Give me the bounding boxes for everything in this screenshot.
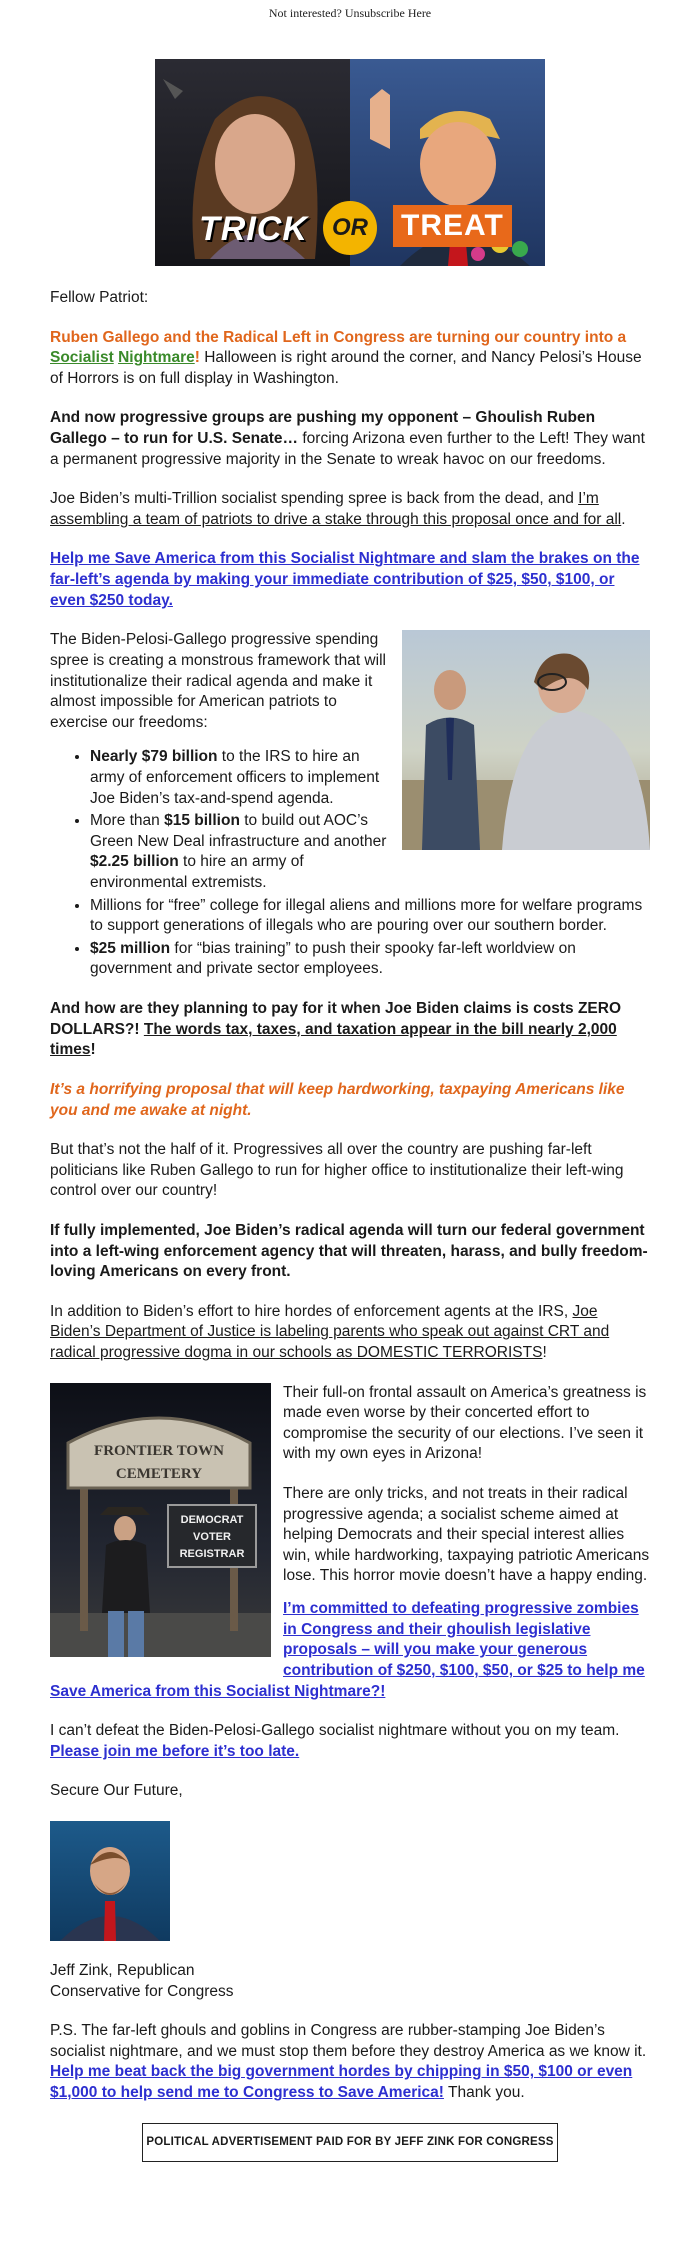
paragraph-join [50, 1721, 650, 1762]
ps-end: Thank you. [443, 2084, 525, 2101]
join-link[interactable]: Please join me before it’s too late. [50, 1742, 300, 1760]
tax-count-underlined: The words tax, taxes, and taxation appear in the bill nearly 2,000 times [50, 1020, 617, 1059]
paragraph-senate [50, 408, 650, 470]
donate-link-ps[interactable]: Help me beat back the big government hordes by chipping in $50, $100 or even $1,000 to help send me to Congress to Save America! [50, 2063, 633, 2101]
cemetery-photo [50, 1383, 271, 1657]
join-text: I can’t defeat the Biden-Pelosi-Gallego socialist nightmare without you on my team. [50, 1722, 620, 1740]
senate-rest: forcing Arizona even further to the Left! They want a permanent progressive majority in the Senate to wreak havoc on our freedoms. [50, 430, 645, 468]
signature-name: Jeff Zink, Republican [50, 1961, 195, 1979]
or-badge: OR [323, 201, 377, 255]
paragraph-doj [50, 1302, 650, 1364]
paragraph-framework: The Biden-Pelosi-Gallego progressive spending spree is creating a monstrous framework that will institutionalize their radical agenda and make it almost impossible for American patriots to exercise our freedoms: [50, 631, 386, 731]
paragraph-implemented: If fully implemented, Joe Biden’s radical agenda will turn our federal government into a left-wing enforcement agency that will threaten, harass, and bully freedom-loving Americans on every front. [50, 1221, 648, 1281]
hero-trick-or-treat-image [155, 59, 545, 266]
email-body [50, 266, 650, 2104]
irs-amount: Nearly $79 billion [90, 748, 218, 766]
paragraph-horrifying: It’s a horrifying proposal that will keep hardworking, taxpaying Americans like you and me awake at night. [50, 1080, 625, 1119]
paragraph-ps [50, 2021, 650, 2103]
board-line-2: VOTER [193, 1530, 231, 1543]
nightmare-link[interactable]: Nightmare [118, 349, 195, 367]
headshot-figure [50, 1821, 170, 1941]
gnd-text-b: to build out AOC’s Green New Deal infrastructure and another [90, 812, 387, 850]
sign-line-2: CEMETERY [115, 1465, 203, 1482]
zero-dollars-end: ! [90, 1041, 96, 1059]
donate-link-2[interactable]: I’m committed to defeating progressive zombies in Congress and their ghoulish legislative proposals – will you make your generous contribution of $250, $100, $50, or $25 to help me Save America from this Socialist Nightmare?! [50, 1600, 645, 1700]
board-line-1: DEMOCRAT [180, 1513, 244, 1526]
intro-rest: Halloween is right around the corner, and Nancy Pelosi’s House of Horrors is on full display in Washington. [50, 349, 642, 387]
doj-text: In addition to Biden’s effort to hire hordes of enforcement agents at the IRS, [50, 1302, 573, 1320]
board-line-3: REGISTRAR [179, 1547, 245, 1560]
paragraph-donate-1 [50, 549, 650, 611]
unsubscribe-bar [0, 0, 700, 28]
senate-bold: And now progressive groups are pushing my opponent – Ghoulish Ruben Gallego – to run for U.S. Senate… [50, 409, 596, 448]
jeff-zink-headshot [50, 1821, 170, 1941]
intro-exclaim: ! [194, 349, 200, 367]
doj-underlined: Joe Biden’s Department of Justice is labeling parents who speak out against CRT and radical progressive dogma in our schools as DOMESTIC TERRORISTS [50, 1302, 610, 1361]
closing: Secure Our Future, [50, 1782, 183, 1800]
sign-line-1: FRONTIER TOWN [94, 1442, 224, 1459]
spending-end: . [621, 510, 626, 528]
unsubscribe-link[interactable]: Not interested? Unsubscribe Here [268, 6, 432, 20]
paid-for-disclaimer: POLITICAL ADVERTISEMENT PAID FOR BY JEFF ZINK FOR CONGRESS [142, 2123, 558, 2162]
bias-text: for “bias training” to push their spooky far-left worldview on government and private sector employees. [90, 939, 576, 978]
gnd-amount: $15 billion [164, 812, 240, 830]
hero-left-panel [155, 59, 350, 266]
signature-block [50, 1961, 650, 2002]
paragraph-zero-dollars [50, 999, 650, 1061]
photo-figures [402, 630, 650, 850]
spending-text: Joe Biden’s multi-Trillion socialist spending spree is back from the dead, and [50, 490, 579, 508]
hero-right-panel [350, 59, 545, 266]
irs-text: to the IRS to hire an army of enforcement officers to implement Joe Biden’s tax-and-spend agenda. [90, 748, 380, 807]
paragraph-spending [50, 489, 650, 530]
env-amount: $2.25 billion [90, 853, 179, 871]
paragraph-elections: Their full-on frontal assault on America’s greatness is made even worse by their concerted effort to compromise the security of our elections. I’ve seen it with my own eyes in Arizona! [283, 1383, 647, 1463]
paragraph-tricks: There are only tricks, and not treats in their radical progressive agenda; a socialist scheme aimed at helping Democrats and their special interest allies win, while hardworking, taxpaying patriotic Americans lose. This horror movie doesn’t have a happy ending. [283, 1485, 650, 1585]
bias-amount: $25 million [90, 939, 171, 957]
paragraph-half: But that’s not the half of it. Progressives all over the country are pushing far-left politicians like Ruben Gallego to run for higher office to institutionalize their left-wing control over our country! [50, 1141, 624, 1200]
list-item: • Millions for “free” college for illegal aliens and millions more for welfare programs to support generations of illegals who are pouring over our southern border. [90, 896, 650, 937]
intro-orange-text: Ruben Gallego and the Radical Left in Congress are turning our country into a [50, 328, 627, 346]
zero-dollars-bold: And how are they planning to pay for it when Joe Biden claims is costs ZERO DOLLARS?! [50, 1000, 622, 1038]
gallego-pelosi-photo [402, 630, 650, 850]
donate-link-1[interactable]: Help me Save America from this Socialist Nightmare and slam the brakes on the far-left’s agenda by making your immediate contribution of $25, $50, $100, or even $250 today. [50, 550, 640, 609]
gnd-text-c: to hire an army of environmental extremists. [90, 853, 304, 892]
paragraph-intro [50, 328, 650, 390]
treat-label: TREAT [393, 205, 512, 247]
list-item [90, 939, 650, 980]
socialist-link[interactable]: Socialist [50, 349, 114, 367]
ps-text: P.S. The far-left ghouls and goblins in Congress are rubber-stamping Joe Biden’s socialist nightmare, and we must stop them before they destroy America as we know it. [50, 2022, 647, 2060]
trick-label: TRICK [199, 210, 308, 248]
cemetery-scene [50, 1383, 271, 1657]
doj-end: ! [542, 1343, 547, 1361]
greeting: Fellow Patriot: [50, 289, 149, 306]
signature-title: Conservative for Congress [50, 1982, 234, 2000]
gnd-text-a: More than [90, 812, 165, 830]
spending-underlined: I’m assembling a team of patriots to drive a stake through this proposal once and for all [50, 490, 622, 528]
